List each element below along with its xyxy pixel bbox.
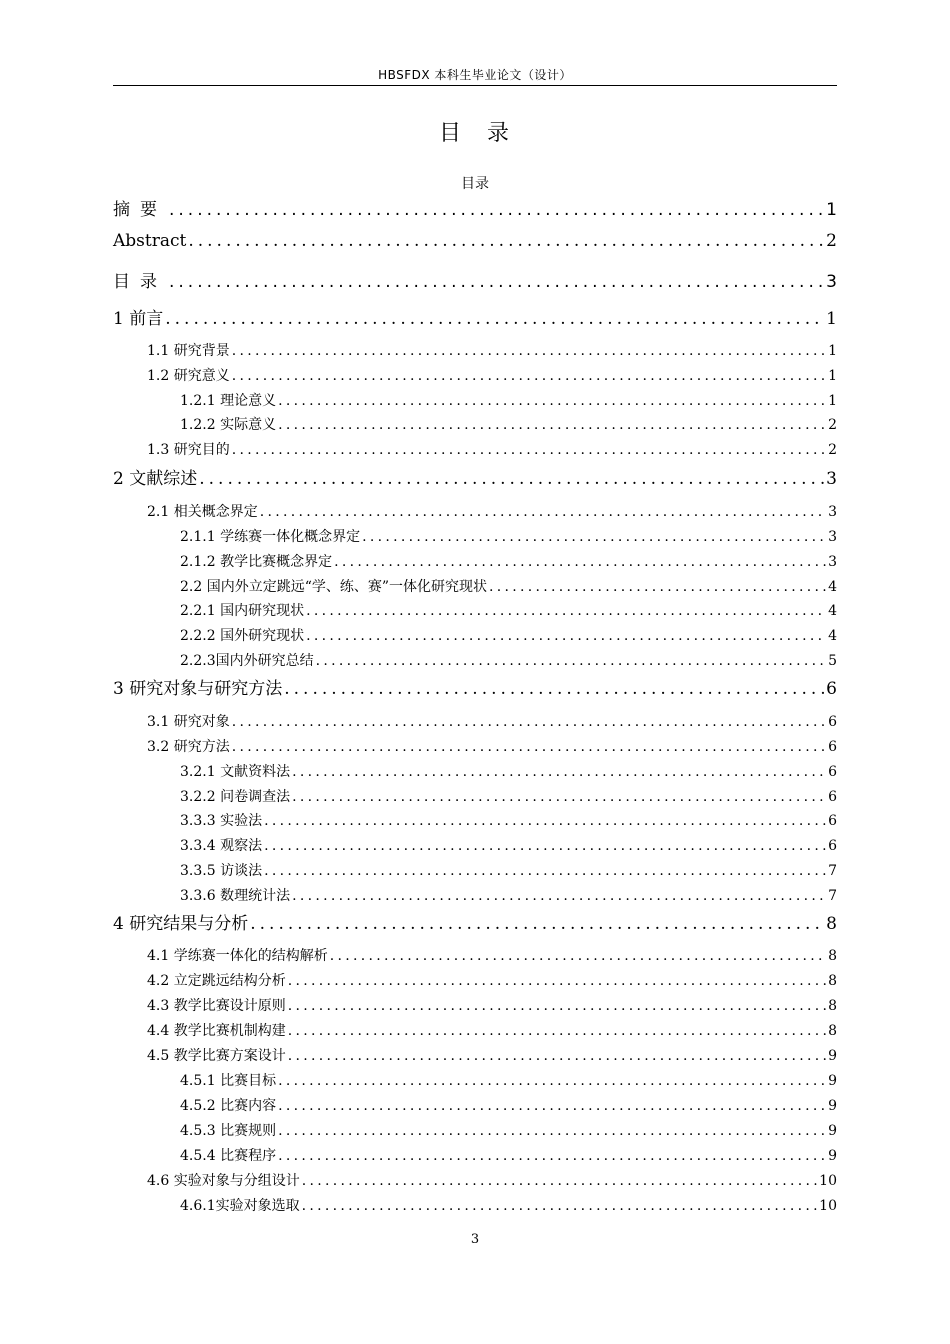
toc-leader-dots bbox=[260, 504, 826, 520]
toc-entry-label: 3.1 研究对象 bbox=[147, 714, 230, 730]
toc-leader-dots bbox=[264, 838, 826, 854]
toc-leader-dots bbox=[199, 469, 824, 489]
toc-entry[interactable] bbox=[147, 439, 837, 459]
toc-entry[interactable] bbox=[113, 464, 837, 489]
toc-entry-label: 1.2.2 实际意义 bbox=[180, 417, 277, 433]
toc-entry-label: 4.5.2 比赛内容 bbox=[180, 1098, 277, 1114]
toc-entry-page: 2 bbox=[828, 442, 837, 458]
toc-leader-dots bbox=[302, 1173, 817, 1189]
toc-entry-label: 4.5.3 比赛规则 bbox=[180, 1123, 277, 1139]
toc-leader-dots bbox=[284, 679, 824, 699]
toc-entry-page: 1 bbox=[828, 368, 837, 384]
toc-entry-label: 1.1 研究背景 bbox=[147, 343, 230, 359]
toc-leader-dots bbox=[278, 1148, 826, 1164]
toc-entry[interactable] bbox=[180, 885, 837, 905]
toc-leader-dots bbox=[306, 603, 826, 619]
toc-entry-label: 4.3 教学比赛设计原则 bbox=[147, 998, 286, 1014]
toc-entry-page: 1 bbox=[828, 393, 837, 409]
toc-entry-label: 4.5.4 比赛程序 bbox=[180, 1148, 277, 1164]
toc-entry-label: 1.2 研究意义 bbox=[147, 368, 230, 384]
toc-entry-page: 1 bbox=[826, 200, 837, 220]
toc-entry-page: 3 bbox=[826, 272, 837, 292]
toc-entry-page: 6 bbox=[828, 714, 837, 730]
page-title-text: 目 录 bbox=[438, 121, 511, 146]
toc-entry-page: 7 bbox=[828, 888, 837, 904]
toc-entry-label: 4.2 立定跳远结构分析 bbox=[147, 973, 286, 989]
toc-entry[interactable] bbox=[113, 304, 837, 329]
toc-leader-dots bbox=[292, 888, 826, 904]
toc-entry-label: 2.2.2 国外研究现状 bbox=[180, 628, 305, 644]
toc-entry-page: 6 bbox=[828, 813, 837, 829]
toc-entry[interactable] bbox=[180, 1070, 837, 1090]
toc-entry-page: 9 bbox=[828, 1123, 837, 1139]
toc-leader-dots bbox=[278, 1073, 826, 1089]
toc-entry[interactable] bbox=[113, 674, 837, 699]
toc-entry-page: 3 bbox=[828, 554, 837, 570]
toc-entry-label: 2.2 国内外立定跳远“学、练、赛”一体化研究现状 bbox=[180, 579, 488, 595]
running-header: HBSFDX 本科生毕业论文（设计） bbox=[378, 68, 572, 82]
toc-entry-label: 摘要 bbox=[113, 200, 167, 220]
toc-leader-dots bbox=[169, 272, 824, 292]
toc-entry-page: 3 bbox=[826, 469, 837, 489]
toc-entry-label: 4.4 教学比赛机制构建 bbox=[147, 1023, 286, 1039]
toc-leader-dots bbox=[334, 554, 826, 570]
toc-entry[interactable] bbox=[147, 736, 837, 756]
toc-entry-label: 2.2.3国内外研究总结 bbox=[180, 653, 314, 669]
toc-entry[interactable] bbox=[180, 860, 837, 880]
toc-entry-page: 6 bbox=[828, 739, 837, 755]
toc-entry-page: 8 bbox=[828, 948, 837, 964]
toc-entry[interactable] bbox=[147, 501, 837, 521]
toc-entry[interactable] bbox=[147, 1170, 837, 1190]
toc-entry-page: 6 bbox=[826, 679, 837, 699]
toc-entry[interactable] bbox=[113, 231, 837, 251]
toc-leader-dots bbox=[188, 231, 824, 251]
toc-entry[interactable] bbox=[147, 340, 837, 360]
toc-entry[interactable] bbox=[147, 711, 837, 731]
toc-entry[interactable] bbox=[180, 390, 837, 410]
toc-entry-label: 4.1 学练赛一体化的结构解析 bbox=[147, 948, 328, 964]
toc-entry-page: 9 bbox=[828, 1048, 837, 1064]
toc-entry-label: 4.6 实验对象与分组设计 bbox=[147, 1173, 300, 1189]
toc-entry[interactable] bbox=[180, 835, 837, 855]
toc-entry-label: 2.1.1 学练赛一体化概念界定 bbox=[180, 529, 361, 545]
toc-entry-page: 1 bbox=[826, 309, 837, 329]
toc-entry-page: 9 bbox=[828, 1073, 837, 1089]
toc-leader-dots bbox=[278, 417, 826, 433]
page-number: 3 bbox=[470, 1232, 480, 1247]
toc-entry[interactable] bbox=[180, 414, 837, 434]
toc-leader-dots bbox=[292, 764, 826, 780]
toc-entry-page: 8 bbox=[826, 914, 837, 934]
header-rule bbox=[113, 85, 837, 86]
toc-entry[interactable] bbox=[180, 786, 837, 806]
toc-entry-label: 4.6.1实验对象选取 bbox=[180, 1198, 300, 1214]
toc-leader-dots bbox=[232, 739, 826, 755]
toc-entry-page: 6 bbox=[828, 764, 837, 780]
toc-entry-page: 6 bbox=[828, 789, 837, 805]
toc-entry[interactable] bbox=[180, 551, 837, 571]
toc-leader-dots bbox=[288, 973, 826, 989]
toc-entry[interactable] bbox=[180, 576, 837, 596]
toc-entry[interactable] bbox=[180, 625, 837, 645]
toc-entry[interactable] bbox=[180, 1120, 837, 1140]
toc-entry[interactable] bbox=[113, 195, 837, 220]
toc-entry-page: 6 bbox=[828, 838, 837, 854]
toc-entry-label: 4 研究结果与分析 bbox=[113, 914, 249, 934]
toc-leader-dots bbox=[264, 813, 826, 829]
toc-entry-page: 10 bbox=[819, 1198, 837, 1214]
toc-entry-page: 9 bbox=[828, 1098, 837, 1114]
toc-leader-dots bbox=[232, 442, 826, 458]
toc-entry-label: Abstract bbox=[113, 231, 187, 251]
toc-entry-page: 9 bbox=[828, 1148, 837, 1164]
toc-leader-dots bbox=[292, 789, 826, 805]
toc-leader-dots bbox=[288, 998, 826, 1014]
toc-entry-label: 3.2 研究方法 bbox=[147, 739, 230, 755]
toc-entry-label: 1.2.1 理论意义 bbox=[180, 393, 277, 409]
toc-entry[interactable] bbox=[180, 761, 837, 781]
toc-entry[interactable] bbox=[147, 365, 837, 385]
toc-entry-label: 3.3.3 实验法 bbox=[180, 813, 263, 829]
toc-entry-label: 2.1.2 教学比赛概念界定 bbox=[180, 554, 333, 570]
toc-leader-dots bbox=[232, 343, 826, 359]
toc-leader-dots bbox=[306, 628, 826, 644]
toc-entry-page: 8 bbox=[828, 973, 837, 989]
toc-entry-label: 目录 bbox=[113, 272, 167, 292]
toc-leader-dots bbox=[169, 200, 824, 220]
toc-leader-dots bbox=[250, 914, 824, 934]
toc-leader-dots bbox=[316, 653, 826, 669]
toc-leader-dots bbox=[232, 714, 826, 730]
toc-entry-page: 8 bbox=[828, 1023, 837, 1039]
toc-entry[interactable] bbox=[113, 909, 837, 934]
toc-entry-page: 4 bbox=[828, 579, 837, 595]
toc-entry[interactable] bbox=[180, 810, 837, 830]
toc-leader-dots bbox=[288, 1023, 826, 1039]
toc-entry[interactable] bbox=[147, 945, 837, 965]
toc-entry-label: 2 文献综述 bbox=[113, 469, 198, 489]
toc-leader-dots bbox=[264, 863, 826, 879]
toc-entry-label: 2.1 相关概念界定 bbox=[147, 504, 258, 520]
toc-entry[interactable] bbox=[113, 267, 837, 292]
toc-leader-dots bbox=[278, 1123, 826, 1139]
toc-leader-dots bbox=[302, 1198, 818, 1214]
toc-entry-label: 3.2.1 文献资料法 bbox=[180, 764, 291, 780]
toc-entry-label: 2.2.1 国内研究现状 bbox=[180, 603, 305, 619]
toc-entry-label: 3.2.2 问卷调查法 bbox=[180, 789, 291, 805]
toc-entry[interactable] bbox=[180, 1145, 837, 1165]
toc-entry-label: 3.3.6 数理统计法 bbox=[180, 888, 291, 904]
toc-leader-dots bbox=[278, 1098, 826, 1114]
toc-entry[interactable] bbox=[180, 1095, 837, 1115]
toc-entry-label: 3.3.4 观察法 bbox=[180, 838, 263, 854]
toc-entry[interactable] bbox=[180, 1195, 837, 1215]
toc-leader-dots bbox=[330, 948, 826, 964]
toc-entry-label: 1 前言 bbox=[113, 309, 164, 329]
page-title bbox=[113, 116, 837, 147]
toc-entry-page: 3 bbox=[828, 504, 837, 520]
toc-entry[interactable] bbox=[147, 1045, 837, 1065]
toc-entry-label: 4.5.1 比赛目标 bbox=[180, 1073, 277, 1089]
toc-entry-page: 3 bbox=[828, 529, 837, 545]
toc-leader-dots bbox=[232, 368, 826, 384]
toc-entry-page: 2 bbox=[826, 231, 837, 251]
toc-entry[interactable] bbox=[180, 526, 837, 546]
toc-entry-page: 4 bbox=[828, 603, 837, 619]
toc-entry-label: 1.3 研究目的 bbox=[147, 442, 230, 458]
toc-leader-dots bbox=[278, 393, 826, 409]
toc-entry-label: 3 研究对象与研究方法 bbox=[113, 679, 283, 699]
toc-entry-page: 2 bbox=[828, 417, 837, 433]
toc-entry[interactable] bbox=[147, 995, 837, 1015]
toc-entry[interactable] bbox=[180, 650, 837, 670]
toc-entry-page: 7 bbox=[828, 863, 837, 879]
toc-leader-dots bbox=[489, 579, 826, 595]
toc-leader-dots bbox=[288, 1048, 826, 1064]
toc-entry[interactable] bbox=[147, 1020, 837, 1040]
toc-entry[interactable] bbox=[147, 970, 837, 990]
toc-entry-label: 3.3.5 访谈法 bbox=[180, 863, 263, 879]
toc-entry-page: 4 bbox=[828, 628, 837, 644]
toc-entry-page: 10 bbox=[819, 1173, 837, 1189]
toc-entry-page: 1 bbox=[828, 343, 837, 359]
toc-leader-dots bbox=[362, 529, 826, 545]
toc-entry[interactable] bbox=[180, 600, 837, 620]
toc-entry-page: 8 bbox=[828, 998, 837, 1014]
toc-entry-label: 4.5 教学比赛方案设计 bbox=[147, 1048, 286, 1064]
toc-caption: 目录 bbox=[461, 176, 489, 192]
toc-leader-dots bbox=[165, 309, 824, 329]
toc-entry-page: 5 bbox=[828, 653, 837, 669]
